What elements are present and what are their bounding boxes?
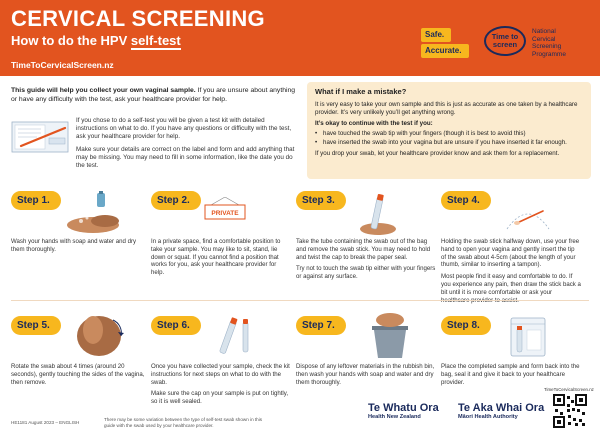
step-4: [441, 191, 581, 299]
swab-insert-illustration: [503, 195, 553, 235]
step-description: [441, 238, 581, 308]
row-divider: [11, 300, 589, 301]
step-label: Step 8.: [441, 316, 491, 335]
step-label: Step 7.: [296, 316, 346, 335]
health-nz-sub: Health New Zealand: [368, 414, 421, 420]
mistake-paragraph-1: It is very easy to take your own sample and this is just as accurate as one taken by a healthcare provider. It’s very unlikely you’ll get anything wrong.: [315, 101, 578, 116]
step-description: [11, 363, 151, 390]
private-sign-illustration: [203, 197, 247, 221]
capped-swab-illustration: [207, 314, 267, 358]
step-3: [296, 191, 436, 291]
website-link[interactable]: TimeToCervicalScreen.nz: [11, 60, 114, 70]
step-label: Step 1.: [11, 191, 61, 210]
step-2: [151, 191, 291, 291]
step-paragraph-1: Dispose of any leftover materials in the rubbish bin, then wash your hands with soap and water and dry them thoroughly.: [296, 363, 435, 386]
step-paragraph-2: Make sure the cap on your sample is put on tightly, so it is well sealed.: [151, 390, 289, 406]
step-paragraph-2: Most people find it easy and comfortable to do. If you experience any pain, then draw the stick back a bit until it is more comfortable or ask your: [441, 273, 581, 296]
step-paragraph-2: Try not to touch the swab tip either with your fingers or against any surface.: [296, 265, 436, 281]
mistake-paragraph-2: If you drop your swab, let your healthcare provider know and ask them for a replacement.: [315, 149, 560, 157]
step-description: [296, 363, 436, 390]
accurate-badge: Accurate.: [421, 44, 469, 58]
programme-line-2: Cervical: [532, 35, 556, 43]
page-title: CERVICAL SCREENING: [11, 6, 265, 31]
step-description: [11, 238, 151, 258]
step-paragraph-1: Take the tube containing the swab out of the bag and remove the swab stick. You may need to hold and twist the cap to break the paper seal.: [296, 238, 431, 261]
time-to-screen-logo: [484, 26, 526, 56]
maori-health-logo: [458, 402, 544, 420]
swab-tube-illustration: [350, 191, 410, 235]
programme-line-3: Screening: [532, 43, 562, 50]
test-kit-illustration: [11, 118, 69, 154]
subtitle-underlined: self-test: [130, 33, 181, 48]
hand-washing-illustration: [63, 191, 133, 235]
safe-badge: Safe.: [421, 28, 451, 42]
health-nz-logo: [368, 402, 439, 420]
footer-url[interactable]: TimeToCervicalScreen.nz: [544, 387, 594, 392]
step-label: Step 4.: [441, 191, 491, 210]
mistake-info-box: [307, 82, 591, 179]
ok-list-item: • have touched the swab tip with your fingers (though it is best to avoid this): [315, 130, 583, 138]
step-label: Step 6.: [151, 316, 201, 335]
private-sign-text: PRIVATE: [211, 210, 239, 217]
sample-bag-illustration: [503, 312, 553, 358]
step-label: Step 5.: [11, 316, 61, 335]
maori-health-main: Te Aka Whai Ora: [458, 402, 545, 414]
page-subtitle: [11, 33, 181, 48]
step-label: Step 3.: [296, 191, 346, 210]
step-paragraph-1: Once you have collected your sample, check the kit instructions for next steps on what to do with the swab.: [151, 363, 290, 386]
logo-line-2: screen: [492, 40, 518, 49]
ok-list: [315, 130, 583, 147]
step-paragraph-1: Rotate the swab about 4 times (around 20 seconds), gently touching the sides of the vagina, then remove.: [11, 363, 145, 386]
step-7: [296, 316, 436, 396]
step-paragraph-1: Place the completed sample and form back into the bag, seal it and give it back to your healthcare provider.: [441, 363, 580, 386]
step-1: [11, 191, 151, 291]
step-paragraph-1: Wash your hands with soap and water and dry them thoroughly.: [11, 238, 137, 253]
kit-paragraph-2: Make sure your details are correct on the label and form and add anything that may be missing. You may need to fill in some information, like the date you do the test.: [76, 145, 295, 170]
kit-instructions: [76, 117, 296, 174]
dispose-illustration: [360, 310, 420, 360]
step-description: [151, 363, 291, 410]
ok-list-item: • have inserted the swab into your vagina but are unsure if you have inserted it far enough.: [315, 139, 583, 147]
qr-code-icon[interactable]: [553, 394, 587, 428]
swab-rotate-illustration: [63, 310, 133, 360]
kit-paragraph-1: If you chose to do a self-test you will be given a test kit with detailed instructions on what to do. If you have any questions or difficulty with the test, ask your healthcare provider for help.: [76, 117, 292, 141]
programme-line-1: National: [532, 28, 556, 35]
swab-variation-note: There may be some variation between the type of self-test swab shown in this guide with the swab used by your healthcare provider.: [104, 417, 263, 428]
programme-line-4: Programme: [532, 50, 566, 58]
logo-line-1: Time to: [491, 32, 519, 41]
ok-heading: It’s okay to continue with the test if you:: [315, 119, 433, 127]
step-paragraph-1: Holding the swab stick halfway down, use your free hand to open your vagina and gently insert the tip of the swab about 4-5cm (about the length of your thumb, similar to inserting a tampon).: [441, 238, 580, 269]
step-paragraph-1: In a private space, find a comfortable position to take your sample. You may like to sit, stand, lie down or squat. If you cannot find a position that works for you, ask your healthcare provider for help.: [151, 238, 281, 277]
mistake-heading: What if I make a mistake?: [315, 87, 407, 96]
step-6: [151, 316, 291, 406]
intro-bold: This guide will help you collect your own vaginal sample.: [11, 87, 196, 94]
header-banner: [0, 0, 600, 76]
step-description: [151, 238, 291, 281]
subtitle-text: How to do the HPV: [11, 33, 131, 48]
step-5: [11, 316, 151, 396]
step-description: [296, 238, 436, 285]
health-nz-main: Te Whatu Ora: [368, 402, 439, 414]
maori-health-sub: Māori Health Authority: [458, 414, 518, 420]
step-label: Step 2.: [151, 191, 201, 210]
step-8: [441, 316, 581, 396]
intro-rest: If you are unsure about anything or have any difficulty with the test, ask your healthcare provider for help.: [11, 87, 296, 103]
document-code: HE1181 August 2023 – ENGLISH: [11, 420, 80, 425]
programme-name: [532, 28, 566, 58]
intro-text: [11, 87, 296, 104]
